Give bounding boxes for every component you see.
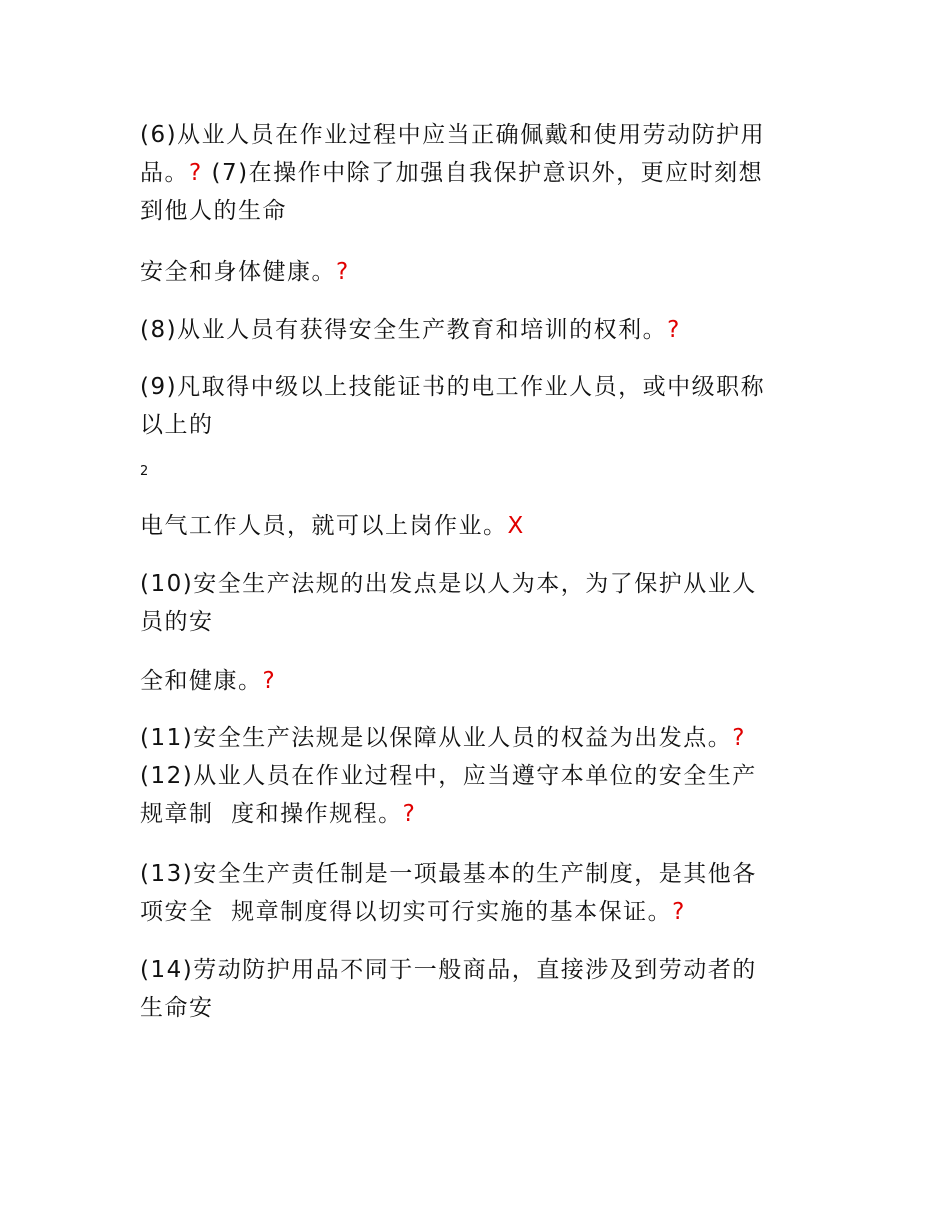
paragraph-text: (10)安全生产法规的出发点是以人为本，为了保护从业人 bbox=[140, 571, 757, 597]
answer-mark: ? bbox=[336, 259, 350, 285]
paragraph-9-cont bbox=[140, 507, 820, 545]
paragraph-text: (7)在操作中除了加强自我保护意识外，更应时刻想 bbox=[202, 160, 764, 186]
paragraph-7-cont bbox=[140, 253, 820, 291]
answer-mark: ? bbox=[402, 801, 417, 827]
paragraph-text: 项安全 规章制度得以切实可行实施的基本保证。 bbox=[140, 899, 673, 925]
paragraph-text: 以上的 bbox=[140, 412, 214, 438]
paragraph-text: 规章制 度和操作规程。 bbox=[140, 801, 403, 827]
paragraph-14 bbox=[140, 951, 820, 1027]
paragraph-text: 员的安 bbox=[140, 609, 214, 635]
paragraph-text: (13)安全生产责任制是一项最基本的生产制度，是其他各 bbox=[140, 861, 757, 887]
paragraph-text: 全和健康。 bbox=[140, 668, 263, 694]
paragraph-11-12 bbox=[140, 719, 820, 833]
paragraph-9 bbox=[140, 368, 820, 444]
answer-mark: ? bbox=[667, 317, 681, 343]
answer-mark: ? bbox=[732, 725, 746, 751]
answer-mark: ? bbox=[672, 899, 686, 925]
paragraph-text: (9)凡取得中级以上技能证书的电工作业人员，或中级职称 bbox=[140, 374, 766, 400]
paragraph-text: (6)从业人员在作业过程中应当正确佩戴和使用劳动防护用 bbox=[140, 122, 766, 148]
paragraph-text: (14)劳动防护用品不同于一般商品，直接涉及到劳动者的 bbox=[140, 957, 757, 983]
paragraph-6-7 bbox=[140, 116, 820, 230]
paragraph-8 bbox=[140, 311, 820, 349]
paragraph-text: 品。 bbox=[140, 160, 189, 186]
paragraph-13 bbox=[140, 855, 820, 931]
paragraph-10-cont bbox=[140, 662, 820, 700]
paragraph-text: 安全和身体健康。 bbox=[140, 259, 336, 285]
paragraph-text: (12)从业人员在作业过程中，应当遵守本单位的安全生产 bbox=[140, 763, 757, 789]
answer-mark: ? bbox=[189, 160, 203, 186]
paragraph-text: (11)安全生产法规是以保障从业人员的权益为出发点。 bbox=[140, 725, 733, 751]
paragraph-text: 生命安 bbox=[140, 995, 214, 1021]
page-number: 2 bbox=[140, 464, 149, 479]
answer-mark: ? bbox=[262, 668, 277, 694]
paragraph-text: 到他人的生命 bbox=[140, 198, 287, 224]
answer-mark: X bbox=[507, 513, 525, 539]
paragraph-10 bbox=[140, 565, 820, 641]
paragraph-text: (8)从业人员有获得安全生产教育和培训的权利。 bbox=[140, 317, 668, 343]
paragraph-text: 电气工作人员，就可以上岗作业。 bbox=[140, 513, 508, 539]
